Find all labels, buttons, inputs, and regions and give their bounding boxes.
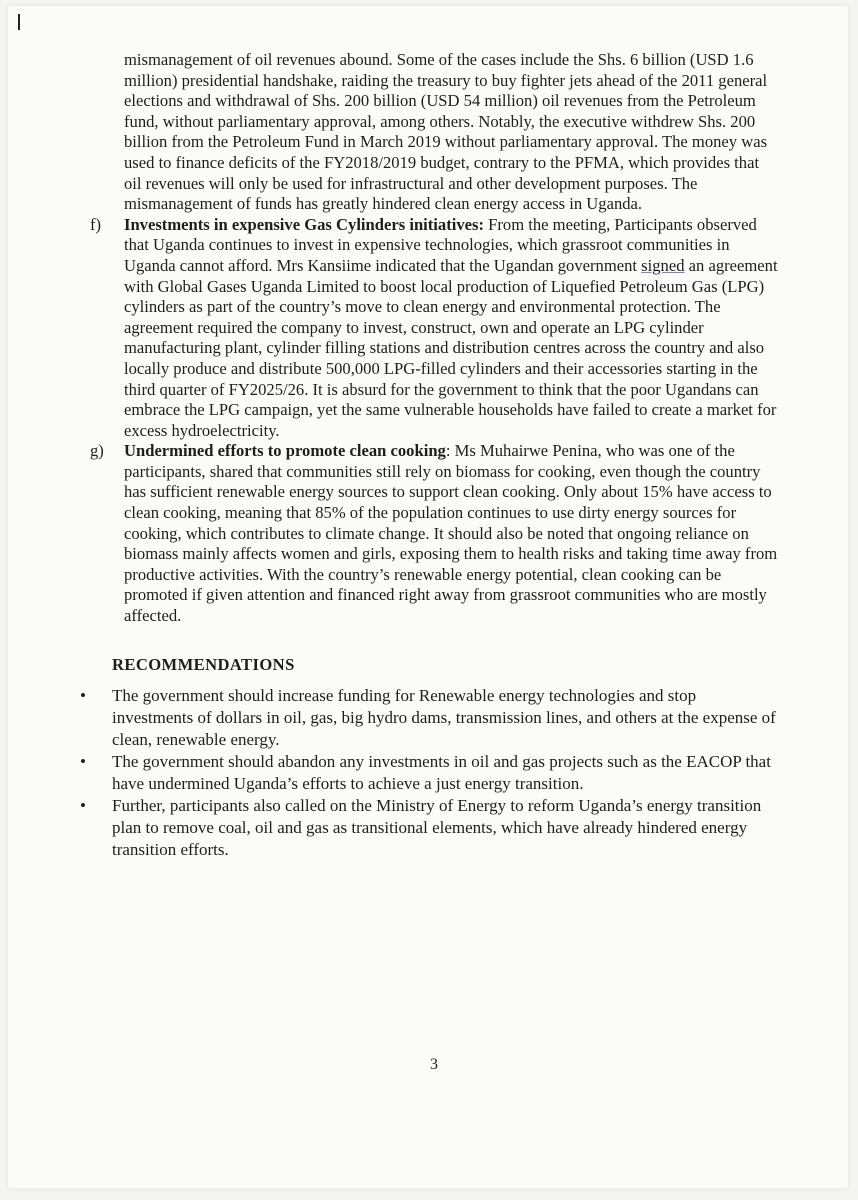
bullet-icon: • [80, 752, 86, 772]
recommendation-text: The government should increase funding for Renewable energy technologies and stop investments of dollars in oil, gas, big hydro dams, transmission lines, and others at the expense of clean, renewable energy. [112, 686, 776, 750]
recommendation-item [78, 795, 778, 861]
corner-mark [18, 14, 20, 30]
recommendation-item [78, 685, 778, 751]
recommendations-heading: RECOMMENDATIONS [112, 654, 295, 674]
recommendations-list [78, 685, 778, 861]
recommendation-text: Further, participants also called on the Ministry of Energy to reform Uganda’s energy transition plan to remove coal, oil and gas as transitional elements, which have already hindered energy transition efforts. [112, 796, 762, 860]
item-heading: Investments in expensive Gas Cylinders initiatives: [124, 214, 484, 234]
item-text: From the meeting, Participants observed that Uganda continues to invest in expensive technologies, which grassroot communities in Uganda cannot afford. Mrs Kansiime indicated that the Ugandan government [124, 214, 757, 275]
recommendation-item [78, 751, 778, 795]
item-text: an agreement with Global Gases Uganda Limited to boost local production of Liquefied Petroleum Gas (LPG) cylinders as part of the country’s move to clean energy and environmental protection. The agreement required the company to invest, construct, own and operate an LPG cylinder manufacturing plant, cylinder filling stations and distribution centres across the country and also locally produce and distribute 500,000 LPG-filled cylinders and their accessories starting in the third quarter of FY2025/26. It is absurd for the government to think that the poor Ugandans can embrace the LPG campaign, yet the same vulnerable households have failed to create a market for excess hydroelectricity. [124, 255, 778, 440]
list-item-f [78, 215, 778, 442]
bullet-icon: • [80, 796, 86, 816]
document-page [8, 6, 848, 1188]
underlined-word: signed [641, 255, 685, 275]
item-marker: f) [90, 214, 102, 234]
item-heading: Undermined efforts to promote clean cooking [124, 441, 446, 461]
bullet-icon: • [80, 686, 86, 706]
page-content [78, 50, 778, 861]
item-text: : Ms Muhairwe Penina, who was one of the participants, shared that communities still rely on biomass for cooking, even though the country has sufficient renewable energy sources to support clean cooking. Only about 15% have access to clean cooking, meaning that 85% of the population continues to use dirty energy sources for cooking, which contributes to climate change. It should also be noted that ongoing reliance on biomass mainly affects women and girls, exposing them to health risks and taking time away from productive activities. With the country’s renewable energy potential, clean cooking can be promoted if given attention and financed right away from grassroot communities who are mostly affected. [124, 441, 778, 626]
list-item-g [78, 441, 778, 626]
item-marker: g) [90, 441, 104, 461]
recommendation-text: The government should abandon any investments in oil and gas projects such as the EACOP that have undermined Uganda’s efforts to achieve a just energy transition. [112, 752, 771, 794]
opening-paragraph: mismanagement of oil revenues abound. Some of the cases include the Shs. 6 billion (USD 1.6 million) presidential handshake, raiding the treasury to buy fighter jets ahead of the 2011 general elections and withdrawal of Shs. 200 billion (USD 54 million) oil revenues from the Petroleum fund, without parliamentary approval, among others. Notably, the executive withdrew Shs. 200 billion from the Petroleum Fund in March 2019 without parliamentary approval. The money was used to finance deficits of the FY2018/2019 budget, contrary to the PFMA, which provides that oil revenues will only be used for infrastructural and other development purposes. The mismanagement of funds has greatly hindered clean energy access in Uganda. [124, 50, 768, 214]
page-number: 3 [430, 1056, 438, 1073]
